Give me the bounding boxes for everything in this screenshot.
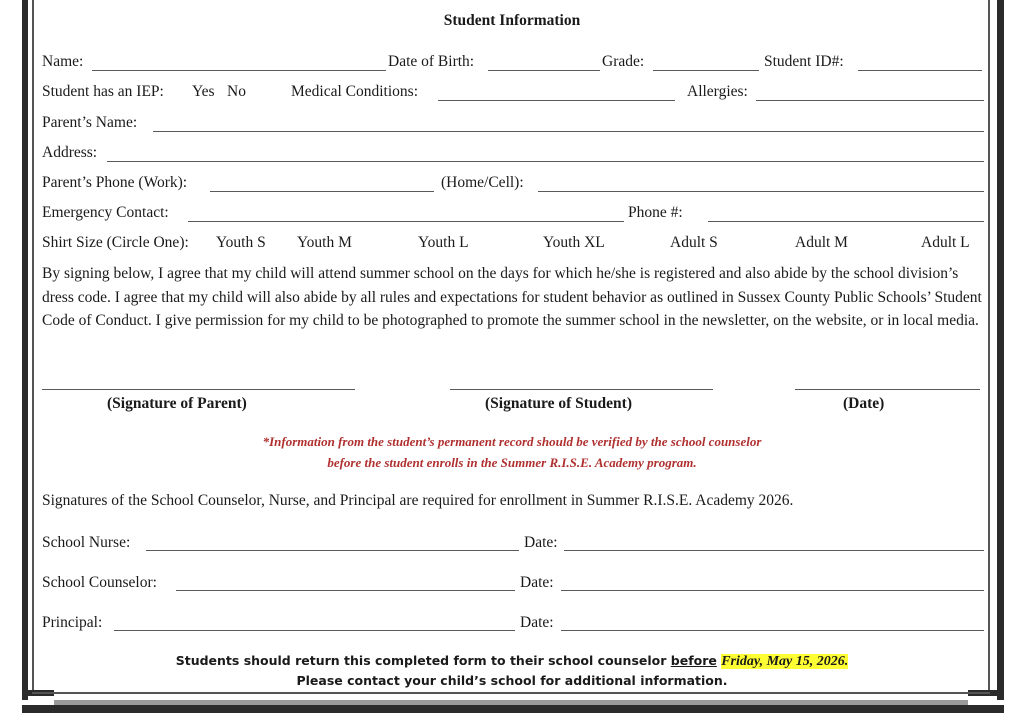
home-cell-field[interactable] <box>538 191 984 192</box>
school-counselor-label: School Counselor: <box>42 574 157 591</box>
shirt-size-option[interactable]: Adult M <box>795 234 848 251</box>
principal-label: Principal: <box>42 614 103 631</box>
shirt-size-option[interactable]: Adult L <box>921 234 970 251</box>
iep-label: Student has an IEP: <box>42 83 164 100</box>
school-counselor-date-label: Date: <box>520 574 554 591</box>
allergies-label: Allergies: <box>687 83 748 100</box>
school-nurse-date-field[interactable] <box>564 550 984 551</box>
home-cell-label: (Home/Cell): <box>441 174 524 191</box>
grade-label: Grade: <box>602 53 645 70</box>
school-counselor-date-field[interactable] <box>561 590 984 591</box>
principal-date-field[interactable] <box>561 630 984 631</box>
parent-name-field[interactable] <box>153 131 984 132</box>
iep-yes-option[interactable]: Yes <box>192 83 215 100</box>
name-field[interactable] <box>92 70 386 71</box>
form-title: Student Information <box>443 12 581 29</box>
verification-note-line2: before the student enrolls in the Summer R.I.S.E. Academy program. <box>327 455 697 470</box>
school-counselor-field[interactable] <box>176 590 515 591</box>
student-signature-caption: (Signature of Student) <box>485 395 632 412</box>
student-id-field[interactable] <box>858 70 982 71</box>
frame-border-right-inner <box>988 0 990 695</box>
principal-field[interactable] <box>114 630 515 631</box>
parent-signature-line[interactable] <box>42 389 355 390</box>
frame-border-bottom-inner <box>32 692 990 694</box>
footer-return-text: Students should return this completed form to their school counselor <box>175 653 671 668</box>
name-label: Name: <box>42 53 84 70</box>
frame-border-bottom <box>22 705 1004 713</box>
parent-phone-work-label: Parent’s Phone (Work): <box>42 174 188 191</box>
student-id-label: Student ID#: <box>764 53 844 70</box>
dob-field[interactable] <box>488 70 600 71</box>
shirt-size-option[interactable]: Youth XL <box>543 234 605 251</box>
parent-signature-caption: (Signature of Parent) <box>107 395 247 412</box>
verification-note-line1: *Information from the student’s permanent record should be verified by the school counselor <box>262 434 762 449</box>
shirt-size-option[interactable]: Youth S <box>216 234 266 251</box>
emergency-phone-field[interactable] <box>708 221 984 222</box>
shirt-size-option[interactable]: Adult S <box>670 234 718 251</box>
parent-phone-work-field[interactable] <box>210 191 434 192</box>
emergency-phone-label: Phone #: <box>628 204 683 221</box>
footer-before-word: before <box>670 653 717 668</box>
medical-conditions-field[interactable] <box>438 100 675 101</box>
student-signature-line[interactable] <box>450 389 713 390</box>
date-signature-caption: (Date) <box>843 395 885 412</box>
school-nurse-date-label: Date: <box>524 534 558 551</box>
grade-field[interactable] <box>653 70 759 71</box>
medical-conditions-label: Medical Conditions: <box>291 83 419 100</box>
footer-contact-text: Please contact your child’s school for additional information. <box>296 673 728 688</box>
allergies-field[interactable] <box>756 100 984 101</box>
date-signature-line[interactable] <box>795 389 980 390</box>
agreement-paragraph: By signing below, I agree that my child will attend summer school on the days for which he/she is registered and also abide by the school division’s dress code. I agree that my child will also abide by all rules and expectations for student behavior as outlined in Sussex County Public Schools’ Student Code of Conduct. I give permission for my child to be photographed to promote the summer school in the newsletter, on the website, or in local media. <box>42 265 982 329</box>
address-field[interactable] <box>107 161 984 162</box>
address-label: Address: <box>42 144 98 161</box>
footer-deadline: Friday, May 15, 2026. <box>721 654 849 669</box>
school-nurse-label: School Nurse: <box>42 534 131 551</box>
required-signatures-text: Signatures of the School Counselor, Nurse, and Principal are required for enrollment in Summer R.I.S.E. Academy 2026. <box>42 492 794 509</box>
parent-name-label: Parent’s Name: <box>42 114 138 131</box>
frame-border-left-inner <box>32 0 34 695</box>
shirt-size-label: Shirt Size (Circle One): <box>42 234 189 251</box>
principal-date-label: Date: <box>520 614 554 631</box>
dob-label: Date of Birth: <box>388 53 475 70</box>
school-nurse-field[interactable] <box>146 550 519 551</box>
emergency-contact-field[interactable] <box>188 221 624 222</box>
shirt-size-option[interactable]: Youth L <box>418 234 469 251</box>
frame-border-right <box>997 0 1004 700</box>
frame-border-left <box>22 0 28 700</box>
footer-return-instruction <box>0 655 1024 669</box>
shirt-size-option[interactable]: Youth M <box>297 234 352 251</box>
emergency-contact-label: Emergency Contact: <box>42 204 169 221</box>
iep-no-option[interactable]: No <box>227 83 246 100</box>
